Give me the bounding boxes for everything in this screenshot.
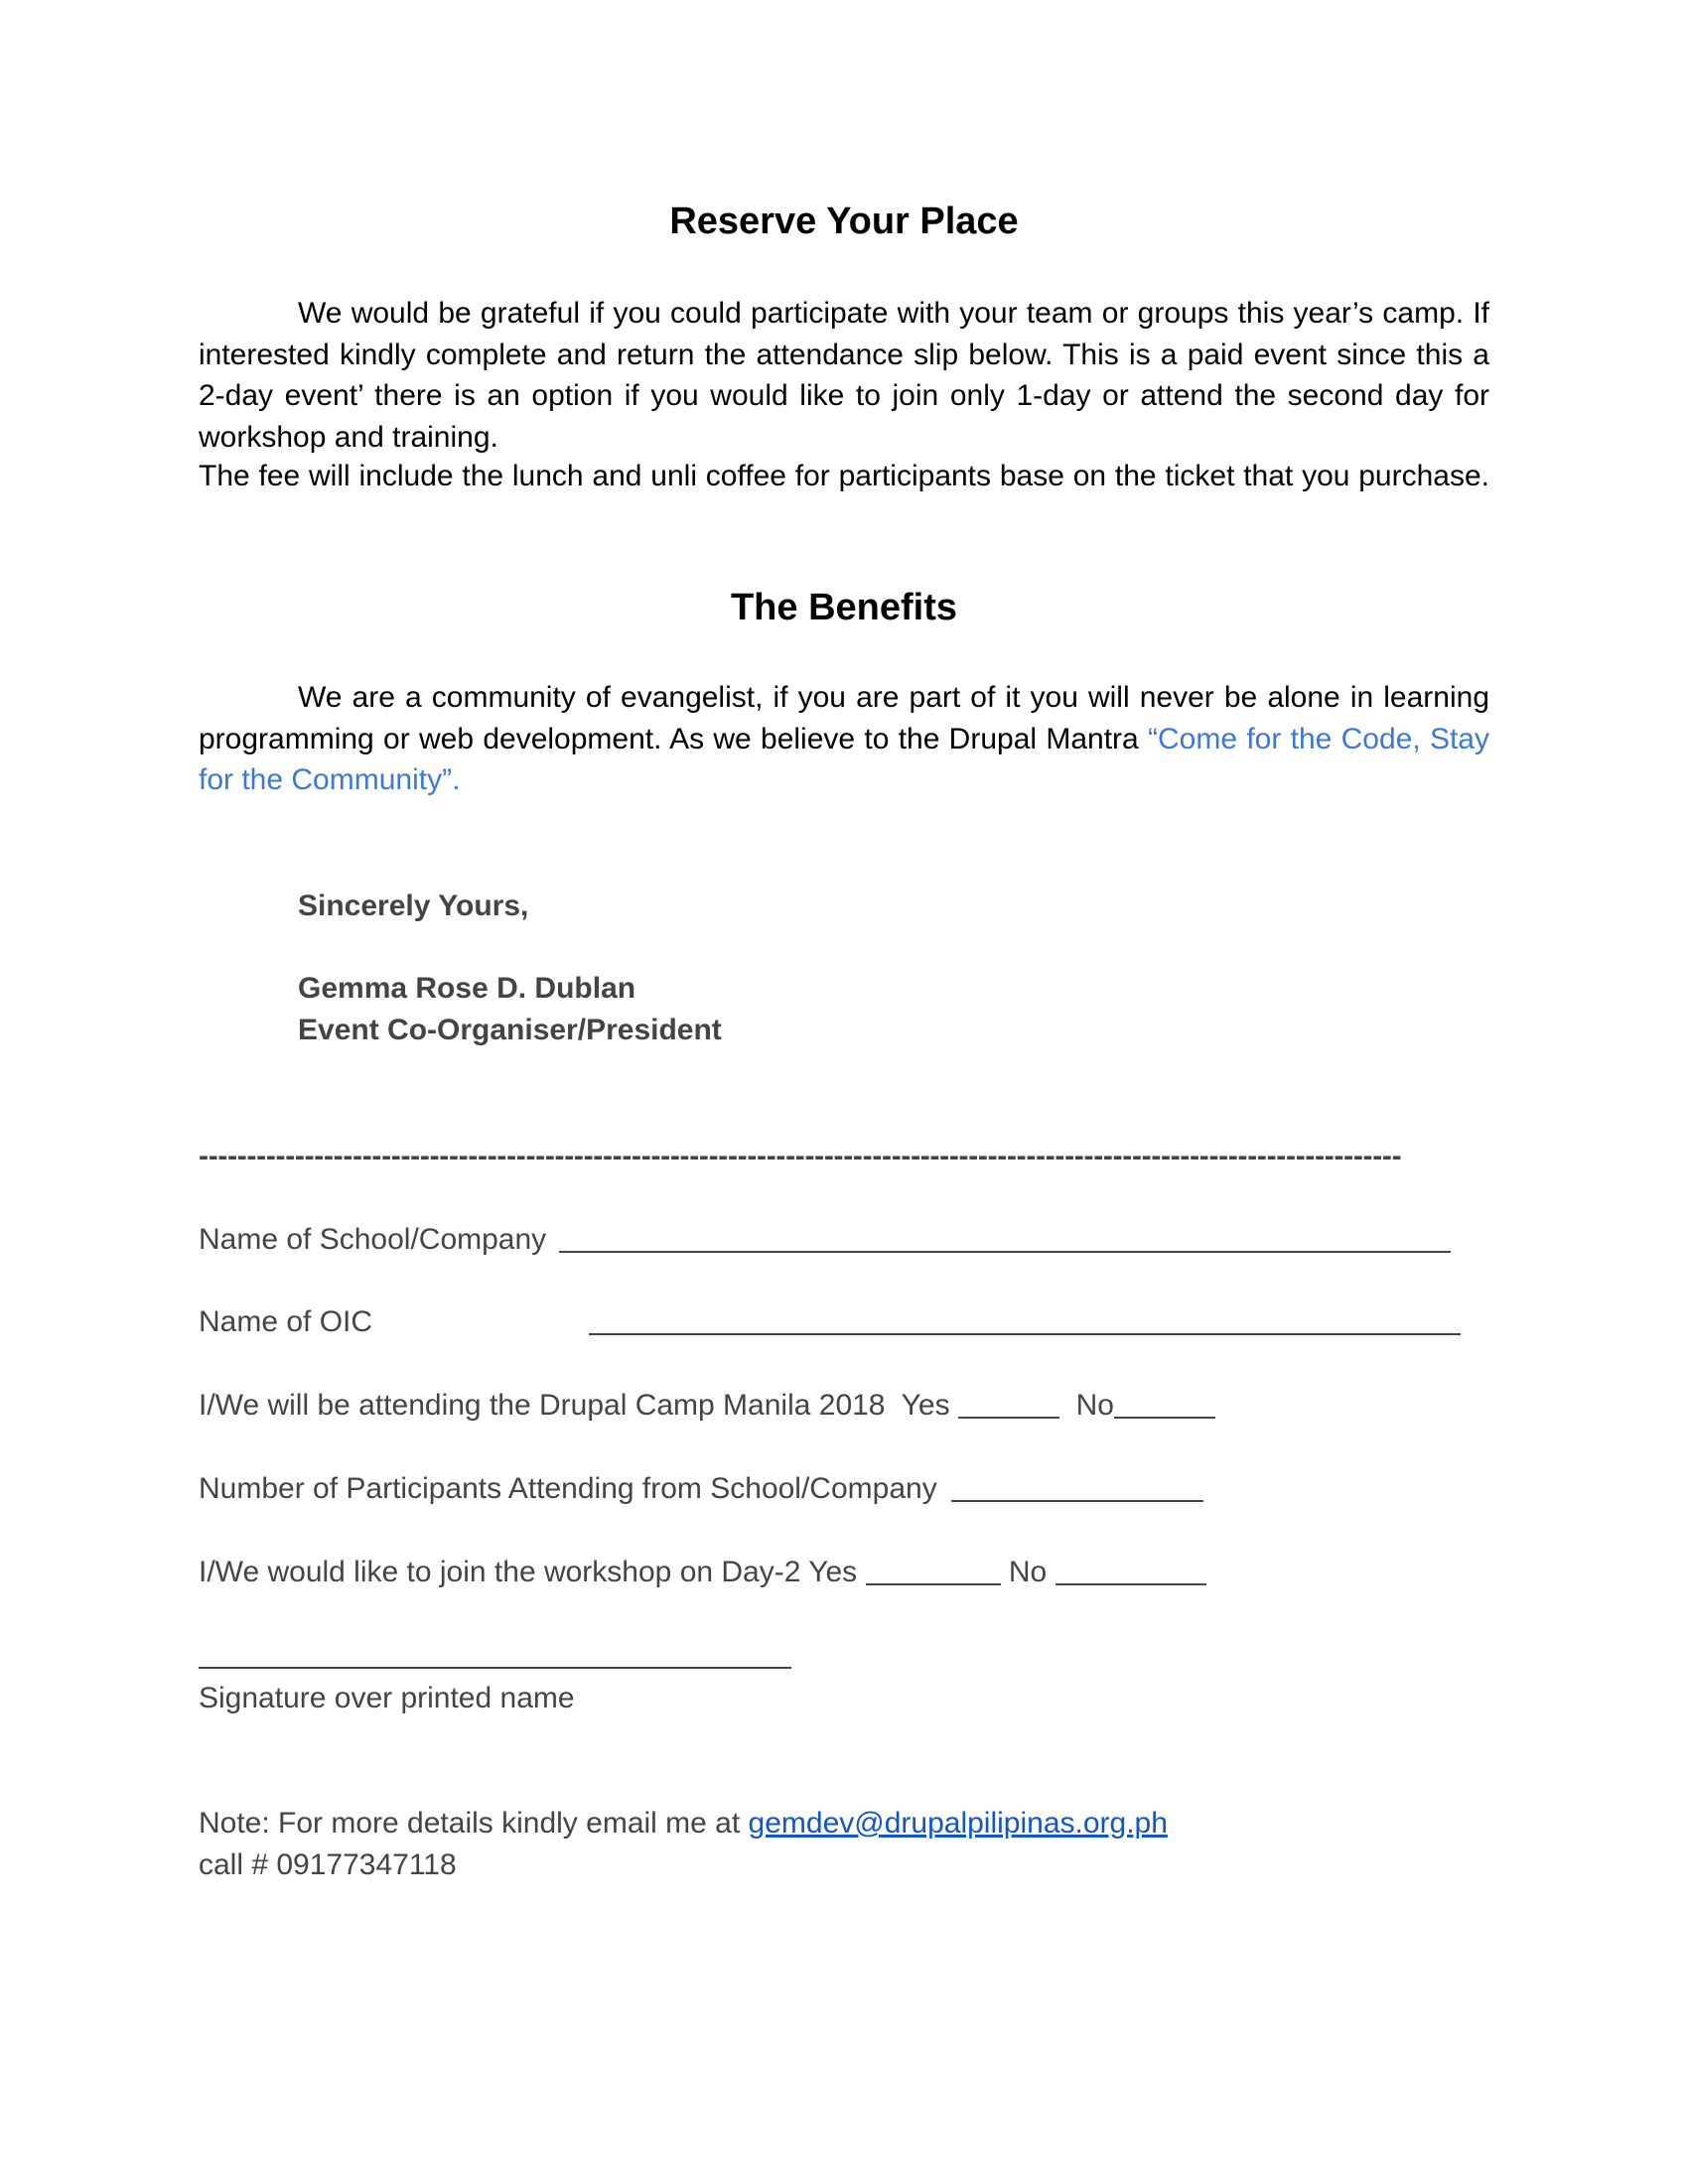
reserve-paragraph-1: We would be grateful if you could participate with your team or groups this year’s camp. If interested kindly complete and return the attendance slip below. This is a paid event since this a 2-day event’ there is an option if you would like to join only 1-day or attend the second day for workshop and training. [199,297,1489,454]
school-company-blank[interactable] [559,1221,1451,1253]
school-company-row [199,1219,1451,1261]
participants-label: Number of Participants Attending from School/Company [199,1472,937,1505]
reserve-title: Reserve Your Place [669,201,1019,242]
note-text: Note: For more details kindly email me at [199,1807,749,1840]
participants-blank[interactable] [951,1470,1203,1502]
benefits-text: We are a community of evangelist, if you are part of it you will never be alone in learning programming or web development. As we believe to the Drupal Mantra [199,681,1489,755]
attending-yes-blank[interactable] [958,1387,1059,1419]
signature-closing: Sincerely Yours, [298,889,529,922]
drupal-mantra-quote: “Come for the Code, Stay for the Community”. [199,722,1489,796]
workshop-yes-label: Yes [808,1556,858,1588]
participants-row [199,1468,1203,1510]
workshop-no-label: No [1008,1556,1048,1588]
workshop-row [199,1552,1206,1593]
document-page [199,0,1489,2184]
benefits-paragraph [199,677,1489,801]
attending-label: I/We will be attending the Drupal Camp Manila 2018 [199,1389,886,1422]
school-company-label: Name of School/Company [199,1223,547,1256]
attending-no-label: No [1075,1389,1114,1422]
signature-name: Gemma Rose D. Dublan [298,972,636,1005]
attending-row [199,1385,1215,1427]
workshop-label: I/We would like to join the workshop on Day-2 [199,1556,801,1588]
workshop-no-blank[interactable] [1055,1554,1206,1585]
reserve-paragraph-2: The fee will include the lunch and unli coffee for participants base on the ticket that you purchase. [199,460,1489,492]
signature-caption: Signature over printed name [199,1682,575,1714]
signature-position: Event Co-Organiser/President [298,1014,722,1046]
attending-no-blank[interactable] [1114,1387,1215,1419]
oic-row [199,1301,1461,1343]
note-line [199,1803,1168,1844]
oic-blank[interactable] [589,1303,1461,1335]
email-link[interactable]: gemdev@drupalpilipinas.org.ph [748,1807,1168,1840]
signature-blank-line[interactable] [199,1667,791,1669]
workshop-yes-blank[interactable] [866,1554,1001,1585]
cut-line-divider: ----------------------------------------------------------------------------------------------------------------------------- [199,1140,1402,1172]
attending-yes-label: Yes [901,1389,950,1422]
oic-label: Name of OIC [199,1305,373,1338]
benefits-title: The Benefits [730,587,958,628]
call-number: call # 09177347118 [199,1848,457,1881]
